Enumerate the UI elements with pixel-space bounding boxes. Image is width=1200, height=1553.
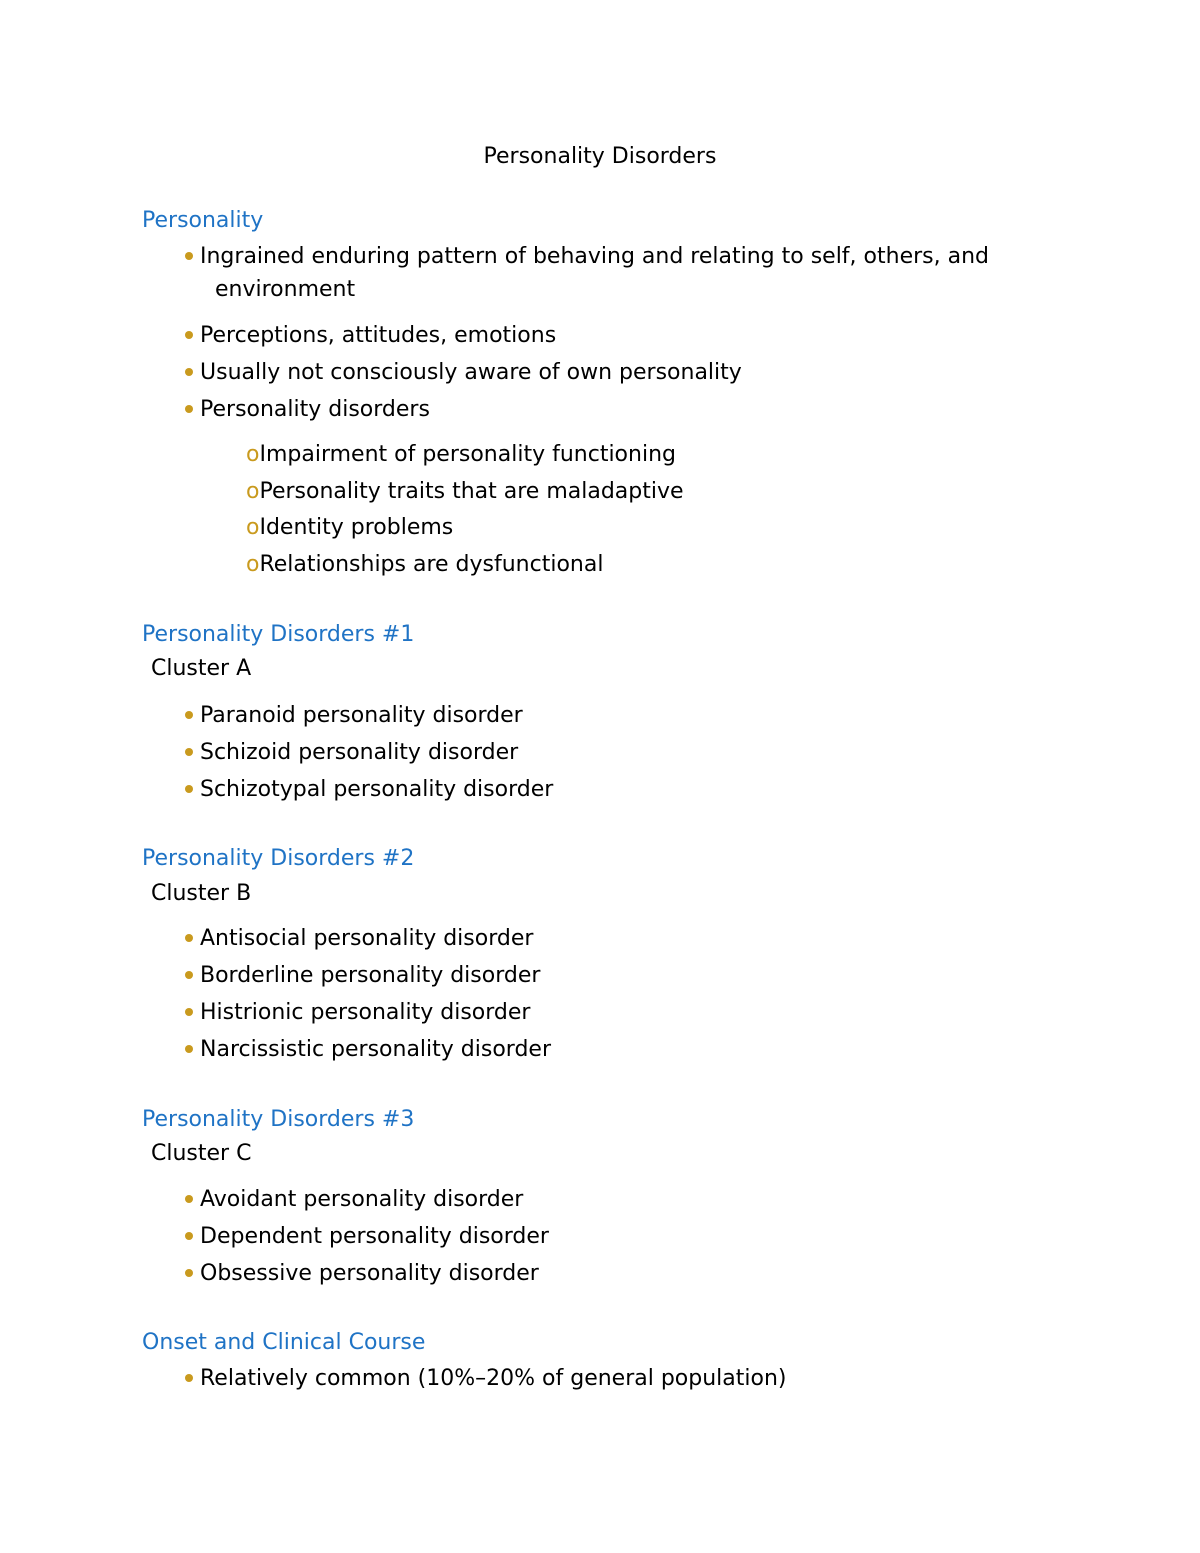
bullet-dot-icon [185, 1008, 193, 1016]
list-item: Obsessive personality disorder [183, 1260, 539, 1288]
bullet-dot-icon [185, 1195, 193, 1203]
list-item: Paranoid personality disorder [183, 702, 523, 730]
section-heading-onset: Onset and Clinical Course [142, 1330, 426, 1355]
sub-list-item: oImpairment of personality functioning [246, 442, 676, 467]
list-item: Schizoid personality disorder [183, 739, 518, 767]
list-item-continuation: environment [215, 277, 356, 302]
bullet-dot-icon [185, 971, 193, 979]
cluster-label: Cluster B [151, 881, 252, 906]
list-item: Perceptions, attitudes, emotions [183, 322, 556, 350]
sub-list-item: oPersonality traits that are maladaptive [246, 479, 684, 504]
list-item: Histrionic personality disorder [183, 999, 530, 1027]
bullet-dot-icon [185, 711, 193, 719]
bullet-dot-icon [185, 1045, 193, 1053]
hollow-bullet-icon: o [246, 552, 260, 577]
bullet-dot-icon [185, 252, 193, 260]
hollow-bullet-icon: o [246, 479, 260, 504]
bullet-dot-icon [185, 785, 193, 793]
sub-list-item: oIdentity problems [246, 515, 454, 540]
sub-list-item: oRelationships are dysfunctional [246, 552, 604, 577]
section-heading-personality: Personality [142, 208, 264, 233]
list-item: Schizotypal personality disorder [183, 776, 553, 804]
bullet-dot-icon [185, 1269, 193, 1277]
list-item: Ingrained enduring pattern of behaving and relating to self, others, and [183, 243, 989, 271]
section-heading-cluster-c: Personality Disorders #3 [142, 1107, 415, 1132]
section-heading-cluster-b: Personality Disorders #2 [142, 846, 415, 871]
list-item: Personality disorders [183, 396, 430, 424]
section-heading-cluster-a: Personality Disorders #1 [142, 622, 415, 647]
list-item: Borderline personality disorder [183, 962, 540, 990]
bullet-dot-icon [185, 405, 193, 413]
bullet-dot-icon [185, 748, 193, 756]
document-title: Personality Disorders [483, 144, 717, 169]
hollow-bullet-icon: o [246, 442, 260, 467]
bullet-dot-icon [185, 1374, 193, 1382]
hollow-bullet-icon: o [246, 515, 260, 540]
bullet-dot-icon [185, 331, 193, 339]
bullet-dot-icon [185, 368, 193, 376]
bullet-dot-icon [185, 1232, 193, 1240]
bullet-dot-icon [185, 934, 193, 942]
list-item: Usually not consciously aware of own personality [183, 359, 742, 387]
list-item: Narcissistic personality disorder [183, 1036, 551, 1064]
cluster-label: Cluster C [151, 1141, 252, 1166]
list-item: Antisocial personality disorder [183, 925, 533, 953]
list-item: Dependent personality disorder [183, 1223, 549, 1251]
list-item: Avoidant personality disorder [183, 1186, 523, 1214]
list-item: Relatively common (10%–20% of general population) [183, 1365, 787, 1393]
cluster-label: Cluster A [151, 656, 252, 681]
